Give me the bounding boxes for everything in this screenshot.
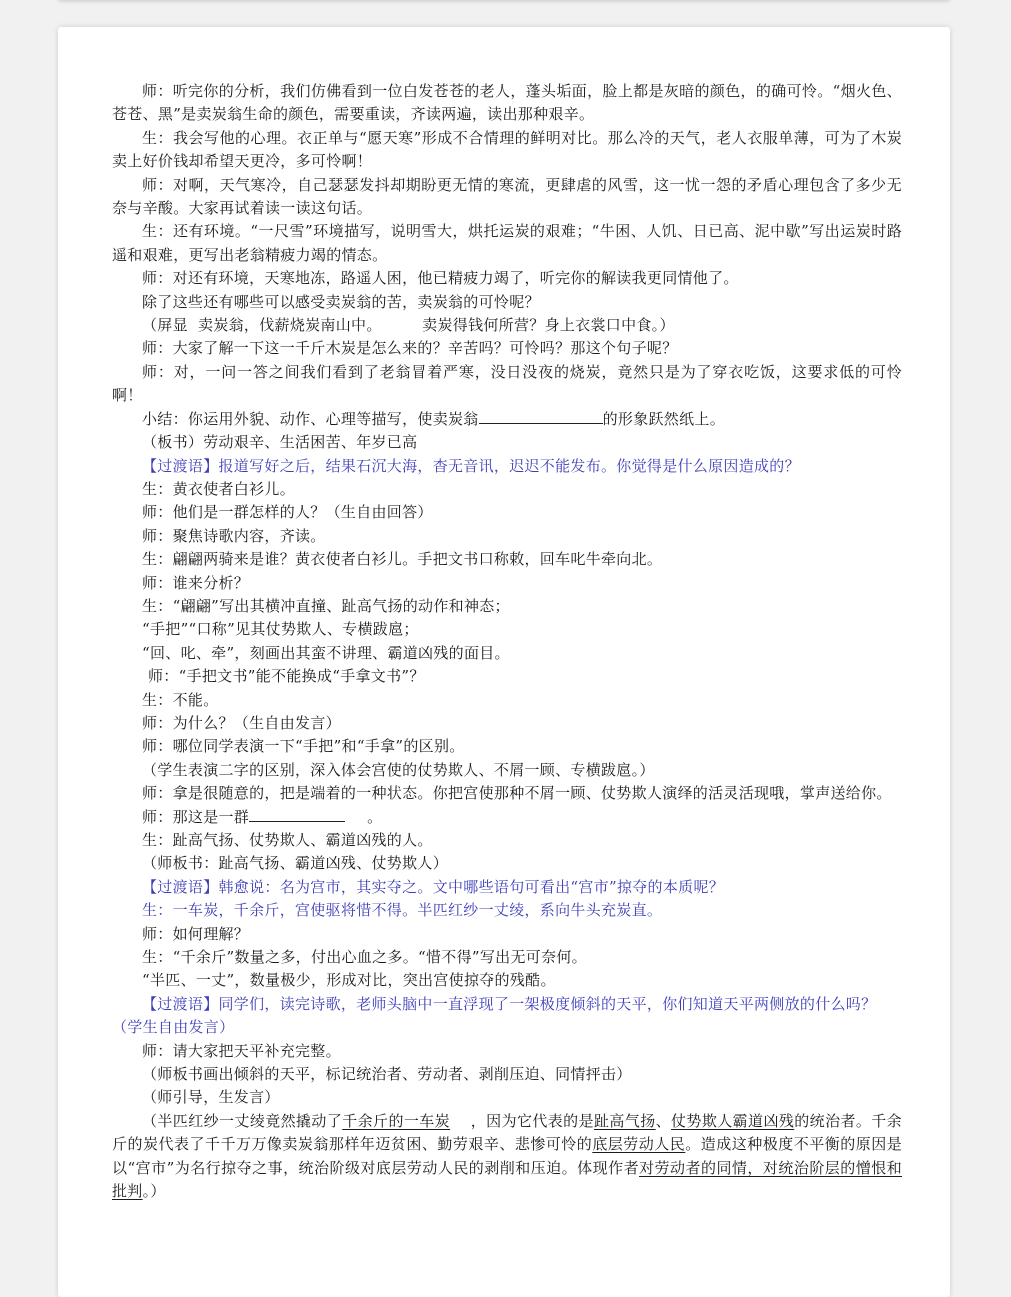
paragraph: 生：黄衣使者白衫儿。: [142, 479, 296, 498]
final-text: 的统治者。千余斤的炭代表了千千万万像卖炭翁那样年迈贫困、勤劳艰辛、悲惨可怜的: [112, 1111, 902, 1154]
paragraph: 生：“翩翩”写出其横冲直撞、趾高气扬的动作和神态；: [142, 596, 510, 615]
paragraph: 师：为什么？（生自由发言）: [142, 713, 341, 732]
fill-in-blank: [479, 409, 603, 424]
page-content: [112, 80, 902, 1204]
group-text-end: 。: [367, 807, 383, 826]
paragraph: 生：“千余斤”数量之多，付出心血之多。“惜不得”写出无可奈何。: [142, 948, 587, 967]
paragraph: 师：对啊，天气寒冷，自己瑟瑟发抖却期盼更无情的寒流，更肆虐的风雪，这一忧一怨的矛盾心理包含了多少无奈与辛酸。大家再试着读一读这句话。: [112, 175, 902, 218]
paragraph: “半匹、一丈”，数量极少，形成对比，突出宫使掠夺的残酷。: [142, 971, 556, 990]
paragraph: 师：如何理解？: [142, 924, 250, 943]
final-text: 、: [655, 1111, 672, 1130]
paragraph: 除了这些还有哪些可以感受卖炭翁的苦，卖炭翁的可怜呢？: [142, 292, 540, 311]
paragraph: 师：“手把文书”能不能换成“手拿文书”？: [148, 667, 425, 686]
paragraph: 师：大家了解一下这一千斤木炭是怎么来的？辛苦吗？可怜吗？那这个句子呢？: [142, 339, 678, 358]
paragraph: 生：趾高气扬、仗势欺人、霸道凶残的人。: [142, 831, 433, 849]
group-line: [112, 806, 902, 829]
underlined-phrase: 趾高气扬: [594, 1111, 656, 1130]
paragraph: “回、叱、牵”，刻画出其蛮不讲理、霸道凶残的面目。: [142, 643, 510, 662]
summary-text-end: 的形象跃然纸上。: [602, 409, 726, 428]
paragraph: 生：不能。: [142, 690, 219, 709]
underlined-phrase: 千余斤的一车炭: [342, 1111, 451, 1130]
paragraph: 师：对还有环境，天寒地冻，路遥人困，他已精疲力竭了，听完你的解读我更同情他了。: [142, 269, 739, 288]
final-paragraph: [112, 1110, 902, 1204]
paragraph: 师：听完你的分析，我们仿佛看到一位白发苍苍的老人，蓬头垢面，脸上都是灰暗的颜色，的确可怜。“烟火色、苍苍、黑”是卖炭翁生命的颜色，需要重读，齐读两遍，读出那种艰辛。: [112, 82, 902, 124]
document-page: [58, 27, 950, 1297]
paragraph: 师：拿是很随意的，把是端着的一种状态。你把宫使那种不屑一顾、仗势欺人演绎的活灵活现哦，掌声送给你。: [142, 784, 892, 803]
summary-text: 小结：你运用外貌、动作、心理等描写，使卖炭翁: [142, 409, 479, 428]
paragraph: 师：哪位同学表演一下“手把”和“手拿”的区别。: [142, 737, 465, 756]
blackboard-note: （师板书：趾高气扬、霸道凶残、仗势欺人）: [142, 854, 449, 873]
paragraph: 师：对，一问一答之间我们看到了老翁冒着严寒，没日没夜的烧炭，竟然只是为了穿衣吃饭，这要求低的可怜啊！: [112, 362, 902, 405]
paragraph: “手把”“口称”见其仗势欺人、专横跋扈；: [142, 620, 419, 639]
final-text: （半匹红纱一丈绫竟然撬动了: [142, 1111, 343, 1130]
paragraph: 师：他们是一群怎样的人？（生自由回答）: [142, 503, 433, 522]
paragraph: 师：请大家把天平补充完整。: [142, 1041, 341, 1060]
student-free-speech: （学生自由发言）: [112, 1018, 235, 1037]
paragraph: （学生表演二字的区别，深入体会宫使的仗势欺人、不屑一顾、专横跋扈。）: [142, 760, 655, 779]
blackboard-note: （板书）劳动艰辛、生活困苦、年岁已高: [142, 433, 418, 452]
transition-line: 【过渡语】韩愈说：名为宫市，其实夺之。文中哪些语句可看出“宫市”掠夺的本质呢？: [142, 877, 725, 896]
transition-line: 【过渡语】报道写好之后，结果石沉大海，杳无音讯，迟迟不能发布。你觉得是什么原因造成的？: [142, 456, 800, 475]
blackboard-note: （师板书画出倾斜的天平，标记统治者、劳动者、剥削压迫、同情抨击）: [142, 1065, 632, 1084]
underlined-phrase: 对劳动者的同情，对统治阶层的憎恨和批判: [112, 1158, 903, 1201]
summary-line: [112, 408, 902, 431]
paragraph: 师：聚焦诗歌内容，齐读。: [142, 526, 326, 545]
underlined-phrase: 仗势欺人霸道凶残: [671, 1111, 795, 1130]
group-text: 师：那这是一群: [142, 807, 250, 826]
underlined-phrase: 底层劳动人民: [592, 1135, 686, 1154]
paragraph: 生：翩翩两骑来是谁？黄衣使者白衫儿。手把文书口称敕，回车叱牛牵向北。: [142, 550, 663, 569]
paragraph: 师：谁来分析？: [142, 573, 250, 592]
student-answer: 生：一车炭，千余斤，宫使驱将惜不得。半匹红纱一丈绫，系向牛头充炭直。: [142, 901, 663, 920]
fill-in-blank: [249, 807, 345, 822]
final-text: 。）: [142, 1182, 166, 1201]
final-text: ，因为它代表的是: [450, 1111, 594, 1130]
paragraph: 生：还有环境。“一尺雪”环境描写，说明雪大，烘托运炭的艰难；“牛困、人饥、日已高、泥中歇”写出运炭时路遥和艰难，更写出老翁精疲力竭的情态。: [112, 222, 902, 264]
final-text: 。造成这种极度不平衡的原因是以“宫市”为名行掠夺之事，统治阶级对底层劳动人民的剥削和压迫。体现作者: [112, 1135, 902, 1177]
screen-display-note: （屏显 卖炭翁，伐薪烧炭南山中。 卖炭得钱何所营？身上衣裳口中食。）: [142, 316, 675, 335]
paragraph: （师引导，生发言）: [142, 1088, 280, 1107]
transition-line: 【过渡语】同学们，读完诗歌，老师头脑中一直浮现了一架极度倾斜的天平，你们知道天平两侧放的什么吗？: [142, 994, 877, 1013]
paragraph: 生：我会写他的心理。衣正单与“愿天寒”形成不合情理的鲜明对比。那么冷的天气，老人衣服单薄，可为了木炭卖上好价钱却希望天更冷，多可怜啊！: [112, 128, 902, 171]
